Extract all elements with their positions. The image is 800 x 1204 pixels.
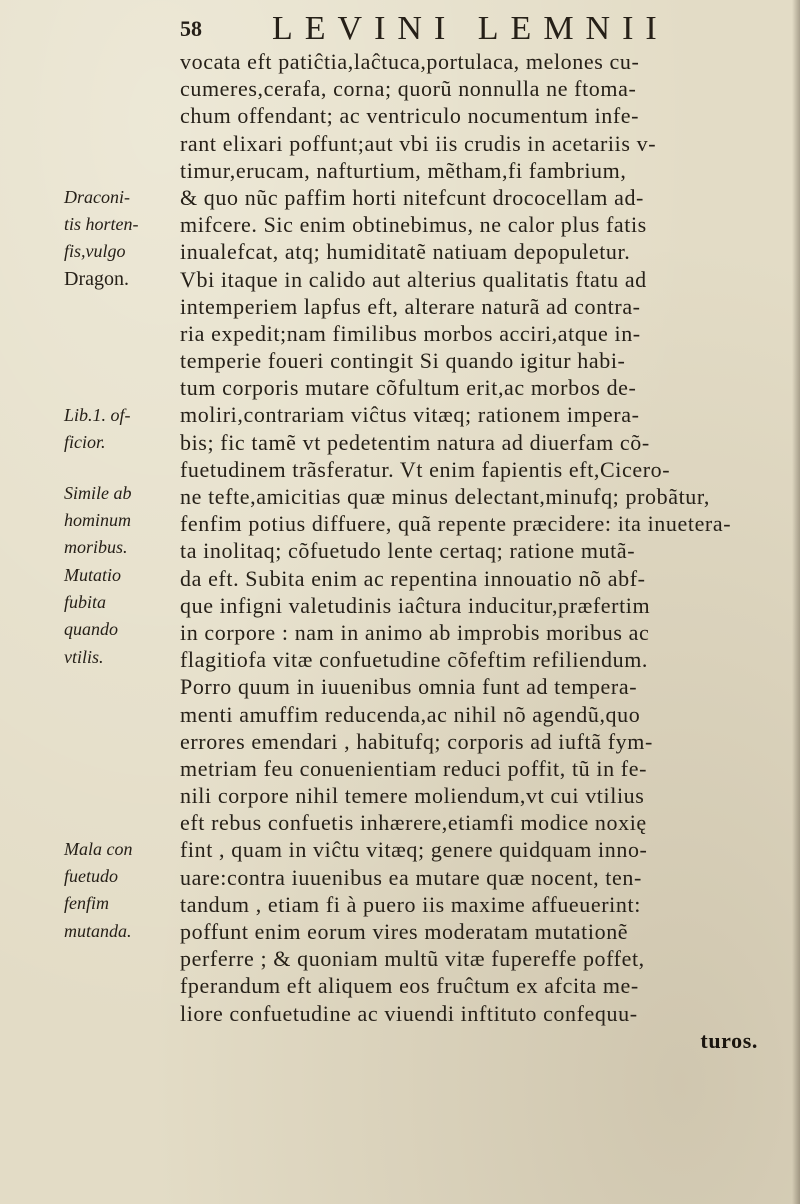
margin-note-line: moribus. (64, 537, 128, 558)
text-line: Vbi itaque in calido aut alterius qualitatis ftatu ad (180, 266, 647, 292)
text-line: metriam feu conuenientiam reduci poffit, tũ in fe- (180, 755, 647, 781)
page-edge-shadow (792, 0, 800, 1204)
text-line: vocata eft patiĉtia,laĉtuca,portulaca, melones cu- (180, 49, 640, 74)
text-line: & quo nũc paffim horti nitefcunt drococellam ad- (180, 184, 644, 210)
page-number: 58 (180, 16, 202, 41)
running-head: LEVINI LEMNII (272, 10, 669, 47)
text-line: fenfim potius diffuere, quã repente præcidere: ita inuetera- (180, 511, 732, 537)
margin-note-officiis (64, 402, 182, 456)
text-line: flagitiofa vitæ confuetudine cõfeftim refiliendum. (180, 647, 649, 673)
margin-note-line: fis,vulgo (64, 241, 126, 262)
text-line: errores emendari , habitufq; corporis ad iuftã fym- (180, 728, 653, 754)
text-line: fperandum eft aliquem eos fruĉtum ex afcita me- (180, 973, 639, 999)
text-line: bis; fic tamẽ vt pedetentim natura ad diuerfam cõ- (180, 429, 650, 455)
text-line: Porro quum in iuuenibus omnia funt ad tempera- (180, 674, 638, 700)
text-line: liore confuetudine ac viuendi inftituto confequu- (180, 1000, 638, 1026)
text-line: fint , quam in viĉtu vitæq; genere quidquam inno- (180, 837, 648, 863)
text-line: tum corporis mutare cõfultum erit,ac morbos de- (180, 375, 637, 401)
text-line: poffunt enim eorum vires moderatam mutationẽ (180, 919, 629, 944)
margin-note-line: vtilis. (64, 646, 104, 667)
text-line: temperie foueri contingit Si quando igitur habi- (180, 348, 626, 374)
text-line: moliri,contrariam viĉtus vitæq; rationem impera- (180, 402, 640, 428)
margin-note-line: Lib.1. of- (64, 405, 131, 425)
margin-note-line: quando (64, 619, 118, 640)
margin-note-line: tis horten- (64, 214, 139, 235)
catchword: turos. (700, 1027, 758, 1053)
margin-note-line: hominum (64, 510, 131, 531)
text-line: tandum , etiam fi à puero iis maxime affueuerint: (180, 891, 641, 917)
margin-note-line: ficior. (64, 432, 106, 453)
text-line: intemperiem lapfus eft, alterare naturã ad contra- (180, 293, 641, 319)
margin-note-line: Mala con (64, 839, 133, 859)
margin-note-line: fuetudo (64, 866, 118, 887)
margin-note-line: Mutatio (64, 565, 121, 585)
text-line: perferre ; & quoniam multũ vitæ fupereffe poffet, (180, 946, 645, 972)
text-line: timur,erucam, nafturtium, mẽtham,fi fambrium, (180, 157, 627, 183)
margin-note-simile (64, 480, 182, 562)
text-line: in corpore : nam in animo ab improbis moribus ac (180, 619, 650, 645)
main-text (180, 48, 788, 1054)
margin-note-line: Draconi- (64, 187, 130, 207)
margin-note-mutatio (64, 562, 182, 671)
text-line: ta inolitaq; cõfuetudo lente certaq; ratione mutã- (180, 538, 636, 564)
text-line: da eft. Subita enim ac repentina innouatio nõ abf- (180, 565, 646, 591)
text-line: menti amuffim reducenda,ac nihil nõ agendũ,quo (180, 701, 641, 727)
margin-note-line: Dragon. (64, 267, 129, 290)
margin-note-line: fubita (64, 592, 107, 613)
margin-note-line: Simile ab (64, 483, 132, 503)
margin-note-dragon (64, 184, 182, 293)
text-line: que infigni valetudinis iaĉtura inducitur,præfertim (180, 592, 651, 618)
page-header (180, 10, 780, 50)
text-line: ria expedit;nam fimilibus morbos acciri,atque in- (180, 320, 641, 346)
text-line: uare:contra iuuenibus ea mutare quæ nocent, ten- (180, 864, 642, 890)
text-line: ne tefte,amicitias quæ minus delectant,minufq; probãtur, (180, 484, 711, 509)
margin-note-mala-consuetudo (64, 836, 182, 945)
text-line: chum offendant; ac ventriculo nocumentum infe- (180, 103, 640, 129)
text-line: fuetudinem trãsferatur. Vt enim fapientis eft,Cicero- (180, 456, 671, 482)
text-line: inualefcat, atq; humiditatẽ natiuam depopuletur. (180, 239, 631, 265)
text-line: eft rebus confuetis inhærere,etiamfi modice noxię (180, 810, 647, 836)
text-line: cumeres,cerafa, corna; quorũ nonnulla ne ftoma- (180, 76, 637, 102)
text-line: rant elixari poffunt;aut vbi iis crudis in acetariis v- (180, 130, 657, 156)
margin-note-line: fenfim (64, 893, 109, 914)
margin-note-line: mutanda. (64, 920, 132, 941)
text-line: mifcere. Sic enim obtinebimus, ne calor plus fatis (180, 212, 647, 238)
text-line: nili corpore nihil temere moliendum,vt cui vtilius (180, 783, 645, 809)
